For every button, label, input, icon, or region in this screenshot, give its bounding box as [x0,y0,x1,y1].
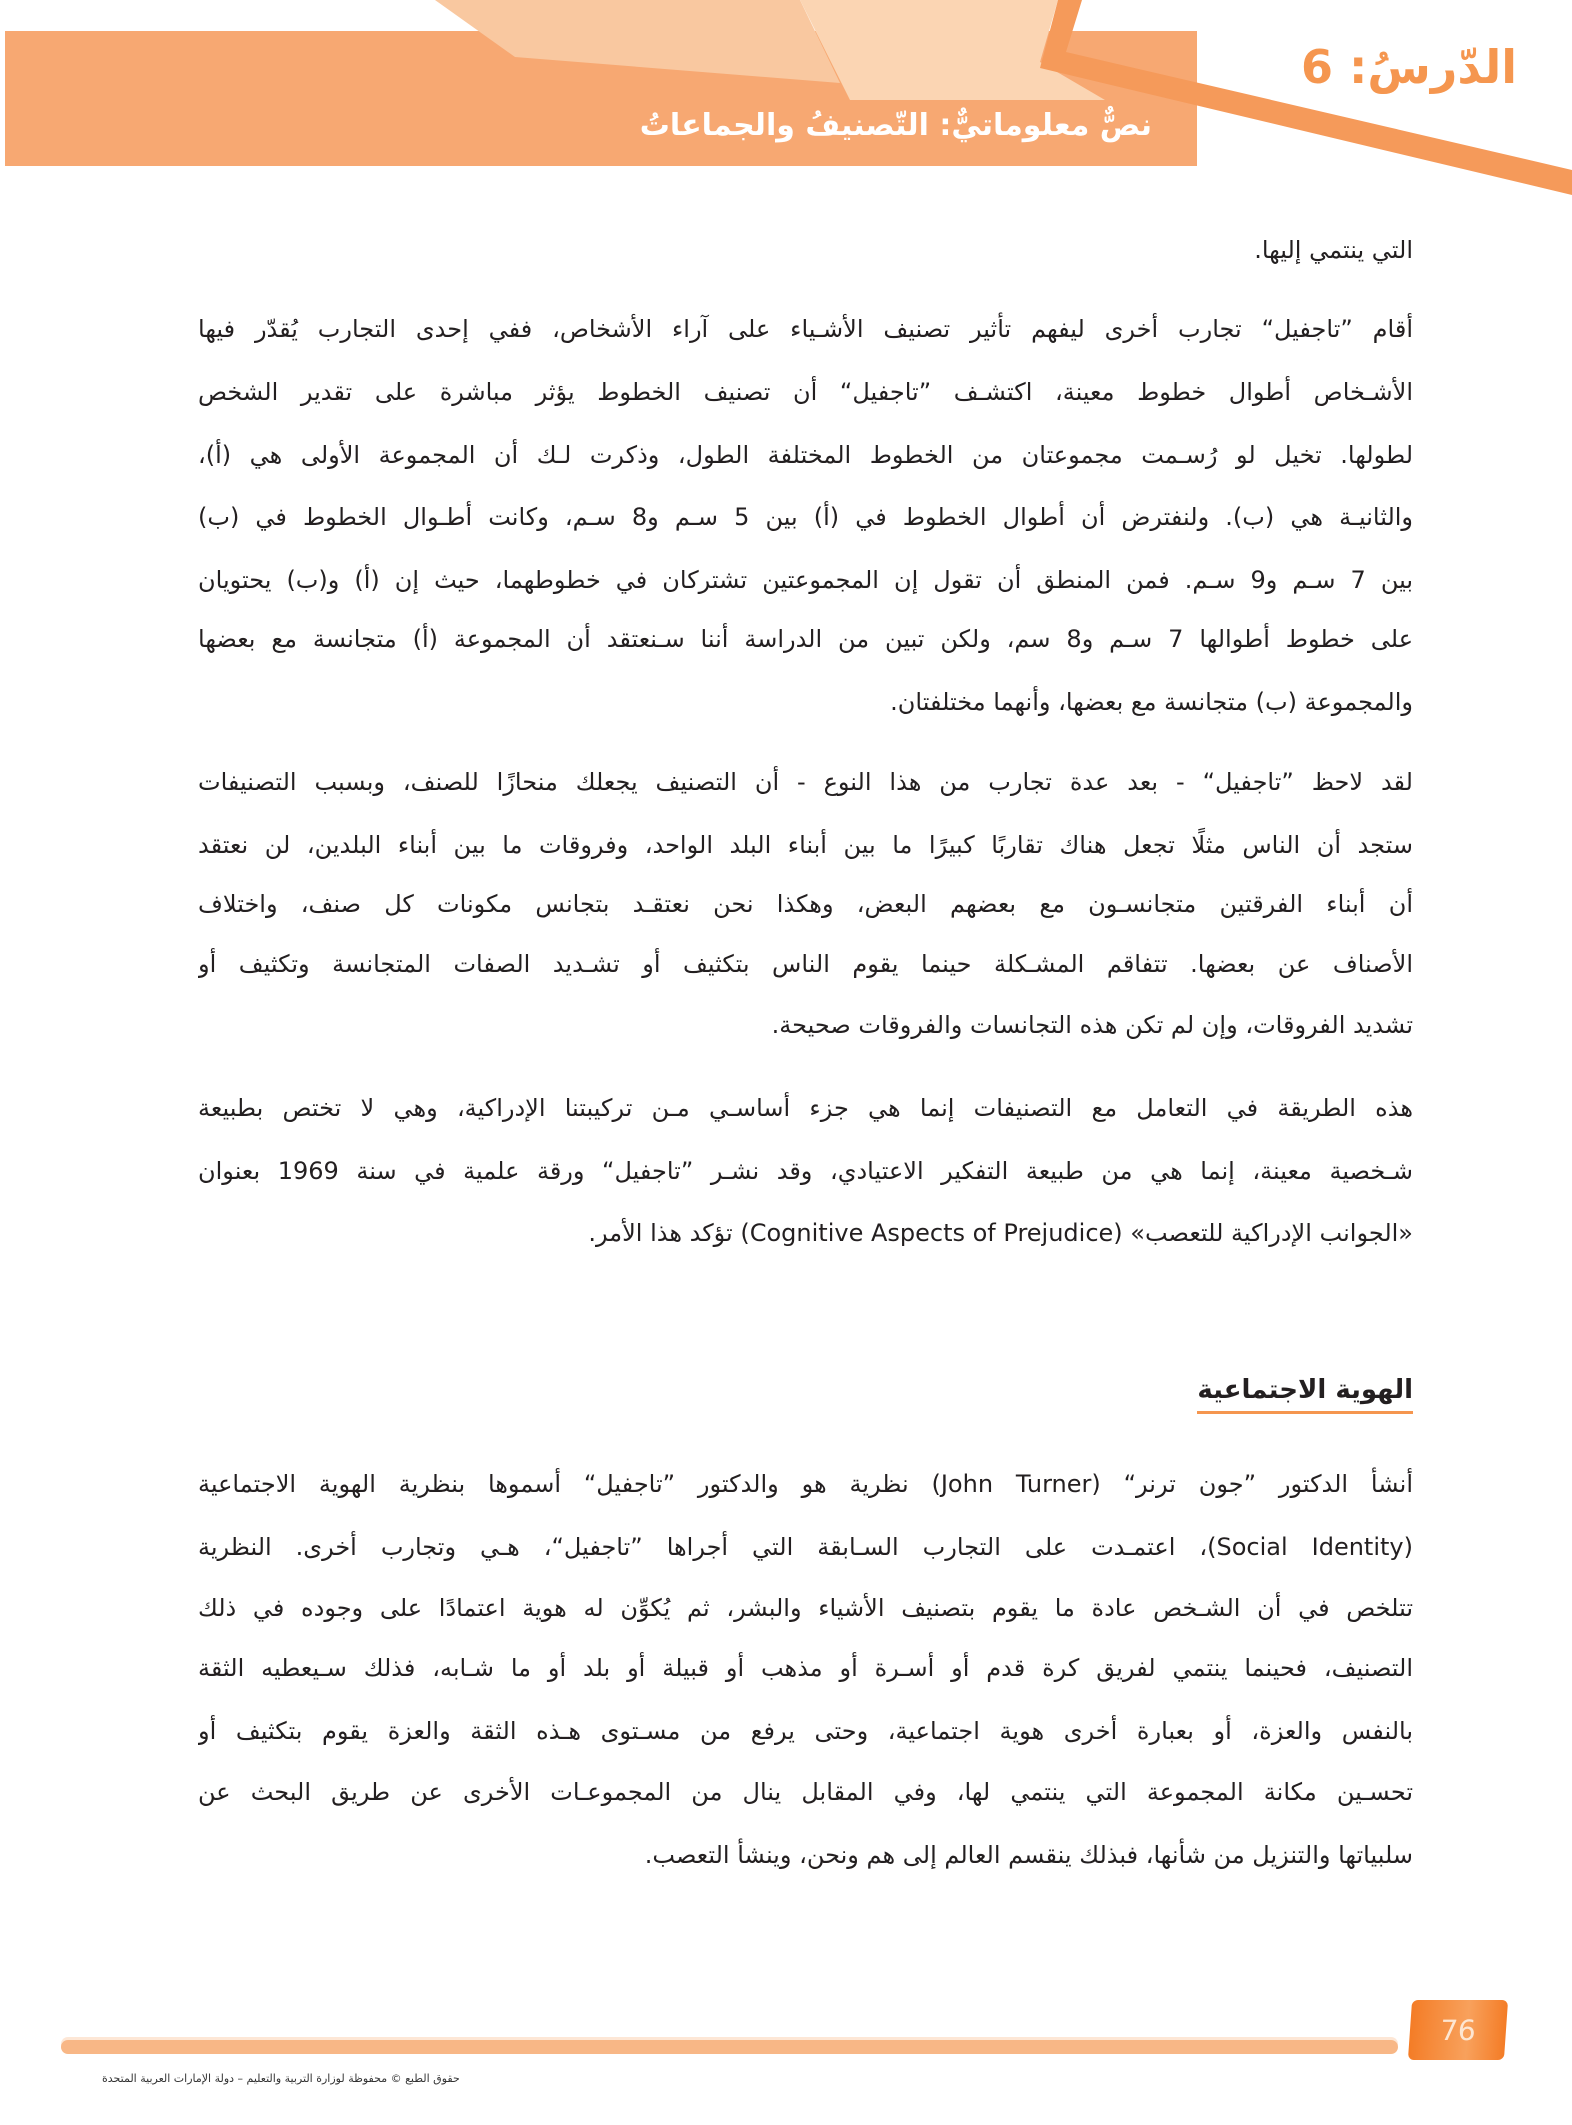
section-heading: الهوية الاجتماعية [1197,1375,1413,1414]
paragraph-line: التصنيف، فحينما ينتمي لفريق كرة قدم أو أسـرة أو مذهب أو قبيلة أو بلد أو ما شـابه، فذلك سـيعطيه الثقة [198,1654,1413,1682]
paragraph-line: والثانيـة هي (ب). ولنفترض أن أطوال الخطوط في (أ) بين 5 سـم و8 سـم، وكانت أطـوال الخطوط في (ب) [198,503,1413,531]
paragraph-line: أن أبناء الفرقتين متجانسـون مع بعضهم البعض، وهكذا نحن نعتقـد بتجانس مكونات كل صنف، واختلاف [198,890,1413,918]
lesson-subtitle: نصٌّ معلوماتيٌّ: التّصنيفُ والجماعاتُ [639,108,1152,143]
paragraph-line: تحسـين مكانة المجموعة التي ينتمي لها، وفي المقابل ينال من المجموعـات الأخرى عن طريق البحث عن [198,1778,1413,1806]
paragraph-line: على خطوط أطوالها 7 سـم و8 سم، ولكن تبين من الدراسة أننا سـنعتقد أن المجموعة (أ) متجانسة مع بعضها [198,625,1413,653]
paragraph-line: التي ينتمي إليها. [1254,236,1413,264]
paragraph-line: شـخصية معينة، إنما هي من طبيعة التفكير الاعتيادي، وقد نشـر ”تاجفيل“ ورقة علمية في سنة 1969 بعنوان [198,1157,1413,1185]
paragraph-line: ستجد أن الناس مثلًا تجعل هناك تقاربًا كبيرًا ما بين أبناء البلد الواحد، وفروقات ما بين أبناء البلدين، لن نعتقد [198,831,1413,859]
paragraph-line: أقام ”تاجفيل“ تجارب أخرى ليفهم تأثير تصنيف الأشـياء على آراء الأشخاص، ففي إحدى التجارب يُقدّر فيها [198,315,1413,343]
paragraph-line: الأشـخاص أطوال خطوط معينة، اكتشـف ”تاجفيل“ أن تصنيف الخطوط يؤثر مباشرة على تقدير الشخص [198,378,1413,406]
lesson-number: الدّرسُ: 6 [1301,40,1517,94]
paragraph-line: بين 7 سـم و9 سـم. فمن المنطق أن تقول إن المجموعتين تشتركان في خطوطهما، حيث إن (أ) و(ب) يحتويان [198,566,1413,594]
paragraph-line: سلبياتها والتنزيل من شأنها، فبذلك ينقسم العالم إلى هم ونحن، وينشأ التعصب. [644,1841,1413,1869]
paragraph-line: لقد لاحظ ”تاجفيل“ - بعد عدة تجارب من هذا النوع - أن التصنيف يجعلك منحازًا للصنف، وبسبب التصنيفات [198,768,1413,796]
paragraph-line: والمجموعة (ب) متجانسة مع بعضها، وأنهما مختلفتان. [890,688,1413,716]
paragraph-line: لطولها. تخيل لو رُسـمت مجموعتان من الخطوط المختلفة الطول، وذكرت لـك أن المجموعة الأولى هي (أ)، [198,441,1413,469]
paragraph-line: بالنفس والعزة، أو بعبارة أخرى هوية اجتماعية، وحتى يرفع من مسـتوى هـذه الثقة والعزة يقوم بتكثيف أو [198,1717,1413,1745]
footer-line [61,2040,1398,2054]
page-number-text: 76 [1439,2013,1477,2047]
header-decoration [0,0,1572,200]
paragraph-line: هذه الطريقة في التعامل مع التصنيفات إنما هي جزء أساسـي مـن تركيبتنا الإدراكية، وهي لا تختص بطبيعة [198,1094,1413,1122]
paragraph-line: «الجوانب الإدراكية للتعصب» (Cognitive Aspects of Prejudice) تؤكد هذا الأمر. [588,1219,1413,1247]
copyright-text: حقوق الطبع © محفوظة لوزارة التربية والتعليم – دولة الإمارات العربية المتحدة [102,2072,460,2085]
paragraph-line: (Social Identity)، اعتمـدت على التجارب السـابقة التي أجراها ”تاجفيل“، هـي وتجارب أخرى. النظرية [198,1533,1413,1561]
page-number [1408,2000,1508,2060]
paragraph-line: الأصناف عن بعضها. تتفاقم المشـكلة حينما يقوم الناس بتكثيف أو تشـديد الصفات المتجانسة وتكثيف أو [198,950,1413,978]
paragraph-line: تتلخص في أن الشـخص عادة ما يقوم بتصنيف الأشياء والبشر، ثم يُكوِّن له هوية اعتمادًا على وجوده في ذلك [198,1594,1413,1622]
paragraph-line: أنشأ الدكتور ”جون ترنر“ (John Turner) نظرية هو والدكتور ”تاجفيل“ أسموها بنظرية الهوية الاجتماعية [198,1470,1413,1498]
paragraph-line: تشديد الفروقات، وإن لم تكن هذه التجانسات والفروقات صحيحة. [771,1011,1413,1039]
